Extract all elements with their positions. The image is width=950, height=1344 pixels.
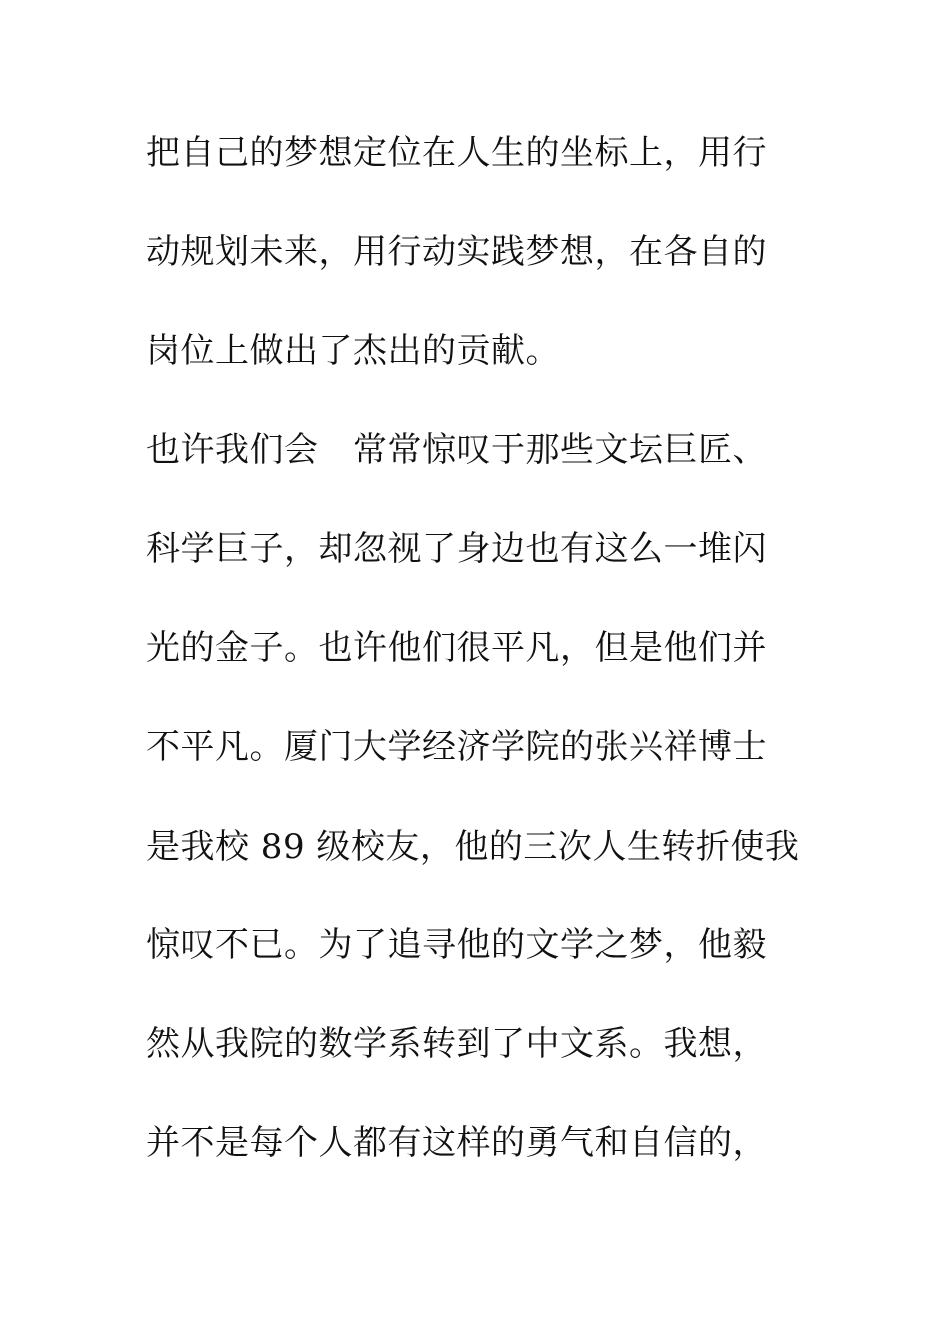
text-line-4: 也许我们会 常常惊叹于那些文坛巨匠、 (146, 430, 767, 470)
text-line-7: 不平凡。厦门大学经济学院的张兴祥博士 (146, 727, 767, 767)
text-line-11: 并不是每个人都有这样的勇气和自信的， (146, 1123, 767, 1163)
text-line-3: 岗位上做出了杰出的贡献。 (146, 331, 560, 371)
text-line-1: 把自己的梦想定位在人生的坐标上，用行 (146, 133, 767, 173)
text-line-6: 光的金子。也许他们很平凡，但是他们并 (146, 628, 767, 668)
text-line-10: 然从我院的数学系转到了中文系。我想， (146, 1024, 767, 1064)
text-line-8: 是我校 89 级校友，他的三次人生转折使我 (146, 827, 800, 867)
text-line-2: 动规划未来，用行动实践梦想，在各自的 (146, 232, 767, 272)
text-line-9: 惊叹不已。为了追寻他的文学之梦，他毅 (146, 925, 767, 965)
text-line-5: 科学巨子，却忽视了身边也有这么一堆闪 (146, 529, 767, 569)
